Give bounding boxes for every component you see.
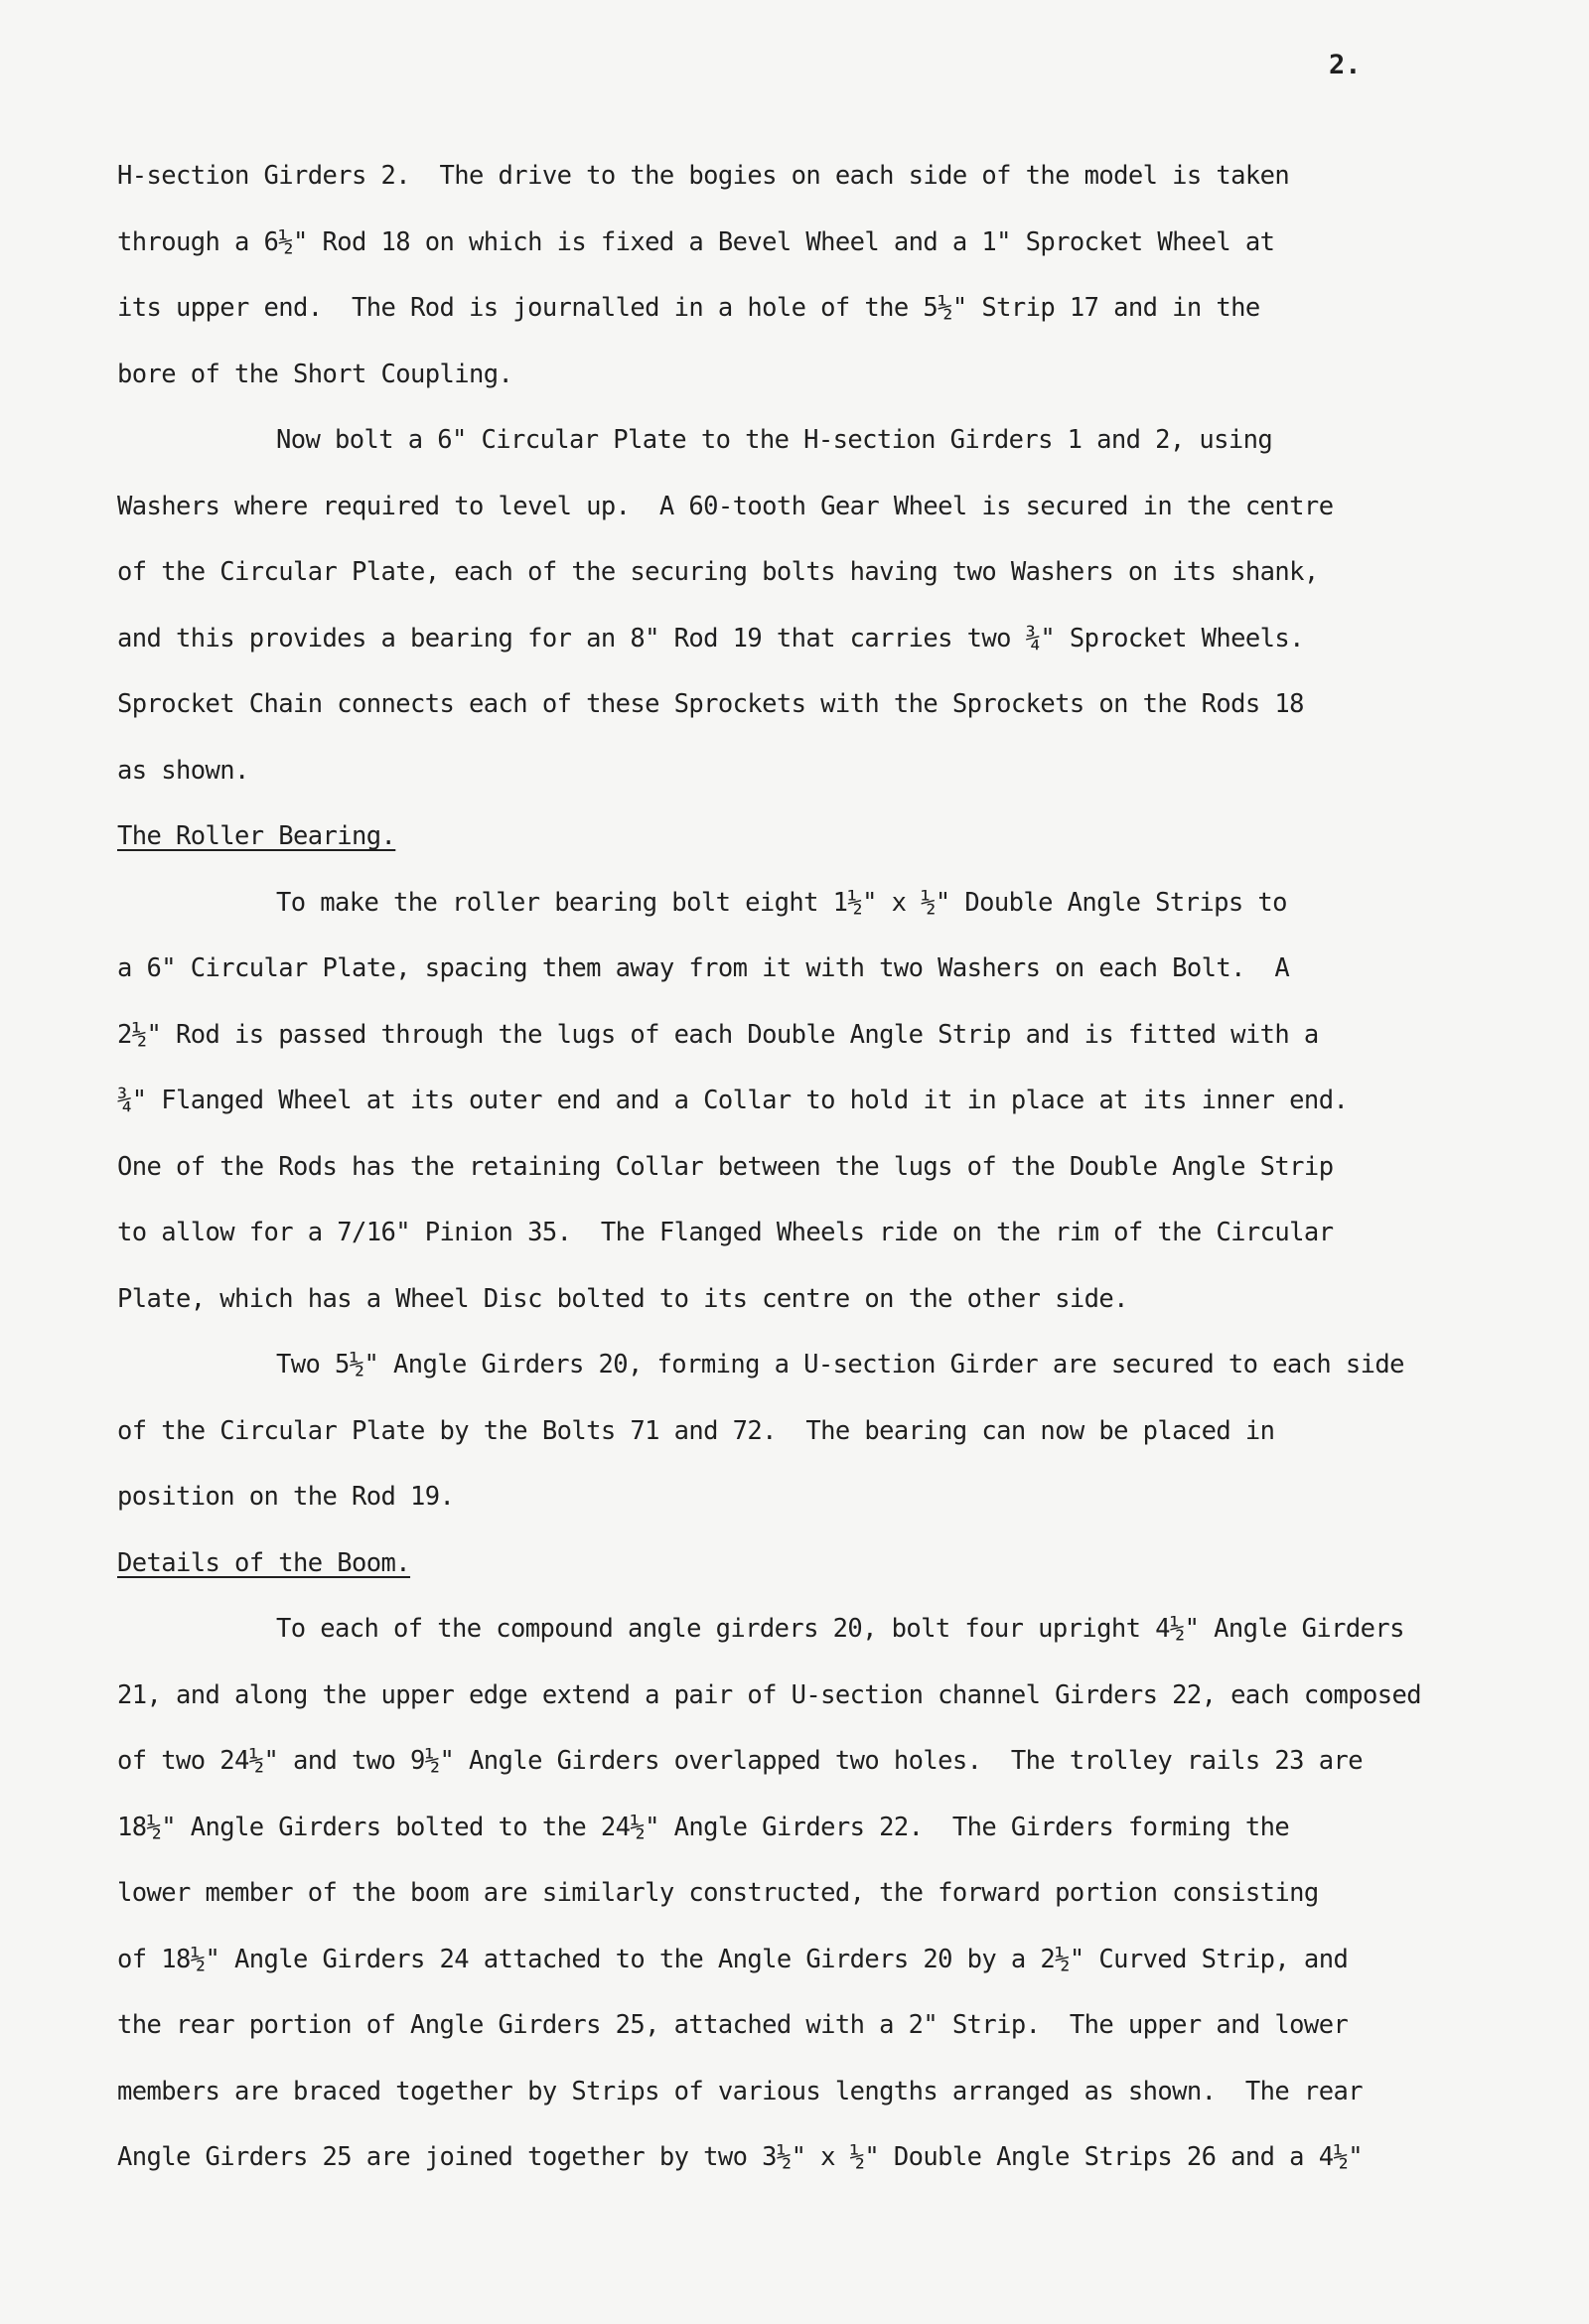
text-line: of two 24½" and two 9½" Angle Girders overlapped two holes. The trolley rails 23 are bbox=[117, 1746, 1363, 1776]
text-line: Plate, which has a Wheel Disc bolted to its centre on the other side. bbox=[117, 1283, 1128, 1314]
text-line: To make the roller bearing bolt eight 1½" x ½" Double Angle Strips to bbox=[276, 887, 1287, 918]
text-line: One of the Rods has the retaining Collar between the lugs of the Double Angle Strip bbox=[117, 1151, 1334, 1182]
text-line: the rear portion of Angle Girders 25, attached with a 2" Strip. The upper and lower bbox=[117, 2010, 1349, 2040]
section-heading bbox=[117, 1530, 1527, 1597]
text-line: bore of the Short Coupling. bbox=[117, 359, 513, 389]
text-line: H-section Girders 2. The drive to the bogies on each side of the model is taken bbox=[117, 161, 1290, 191]
text-line: Angle Girders 25 are joined together by two 3½" x ½" Double Angle Strips 26 and a 4½" bbox=[117, 2142, 1363, 2172]
text-line: 21, and along the upper edge extend a pair of U-section channel Girders 22, each composed bbox=[117, 1679, 1421, 1710]
text-line: Washers where required to level up. A 60-tooth Gear Wheel is secured in the centre bbox=[117, 491, 1334, 521]
text-line: 2½" Rod is passed through the lugs of each Double Angle Strip and is fitted with a bbox=[117, 1019, 1319, 1050]
text-line: and this provides a bearing for an 8" Rod 19 that carries two ¾" Sprocket Wheels. bbox=[117, 623, 1304, 654]
text-line: as shown. bbox=[117, 755, 249, 786]
text-line: to allow for a 7/16" Pinion 35. The Flanged Wheels ride on the rim of the Circular bbox=[117, 1218, 1334, 1247]
text-line: lower member of the boom are similarly constructed, the forward portion consisting bbox=[117, 1878, 1319, 1908]
text-line: 18½" Angle Girders bolted to the 24½" Angle Girders 22. The Girders forming the bbox=[117, 1812, 1290, 1842]
page-number: 2. bbox=[1329, 50, 1362, 80]
text-line: Two 5½" Angle Girders 20, forming a U-section Girder are secured to each side bbox=[276, 1350, 1404, 1380]
text-line: through a 6½" Rod 18 on which is fixed a Bevel Wheel and a 1" Sprocket Wheel at bbox=[117, 226, 1275, 257]
text-line: of the Circular Plate by the Bolts 71 and 72. The bearing can now be placed in bbox=[117, 1415, 1275, 1446]
text-line: To each of the compound angle girders 20, bolt four upright 4½" Angle Girders bbox=[276, 1614, 1404, 1644]
section-heading bbox=[117, 803, 1527, 870]
section-heading-text: The Roller Bearing. bbox=[117, 821, 396, 851]
section-heading-text: Details of the Boom. bbox=[117, 1547, 411, 1578]
text-line: ¾" Flanged Wheel at its outer end and a Collar to hold it in place at its inner end. bbox=[117, 1086, 1349, 1115]
text-line: Sprocket Chain connects each of these Sprockets with the Sprockets on the Rods 18 bbox=[117, 689, 1304, 719]
text-line: its upper end. The Rod is journalled in a hole of the 5½" Strip 17 and in the bbox=[117, 293, 1260, 323]
text-line: members are braced together by Strips of various lengths arranged as shown. The rear bbox=[117, 2076, 1363, 2106]
text-line: of 18½" Angle Girders 24 attached to the Angle Girders 20 by a 2½" Curved Strip, and bbox=[117, 1944, 1349, 1974]
document-body bbox=[117, 143, 1527, 2191]
text-line: Now bolt a 6" Circular Plate to the H-section Girders 1 and 2, using bbox=[276, 425, 1273, 455]
text-line: position on the Rod 19. bbox=[117, 1482, 455, 1512]
text-line: of the Circular Plate, each of the securing bolts having two Washers on its shank, bbox=[117, 557, 1319, 587]
text-line: a 6" Circular Plate, spacing them away from it with two Washers on each Bolt. A bbox=[117, 953, 1290, 983]
